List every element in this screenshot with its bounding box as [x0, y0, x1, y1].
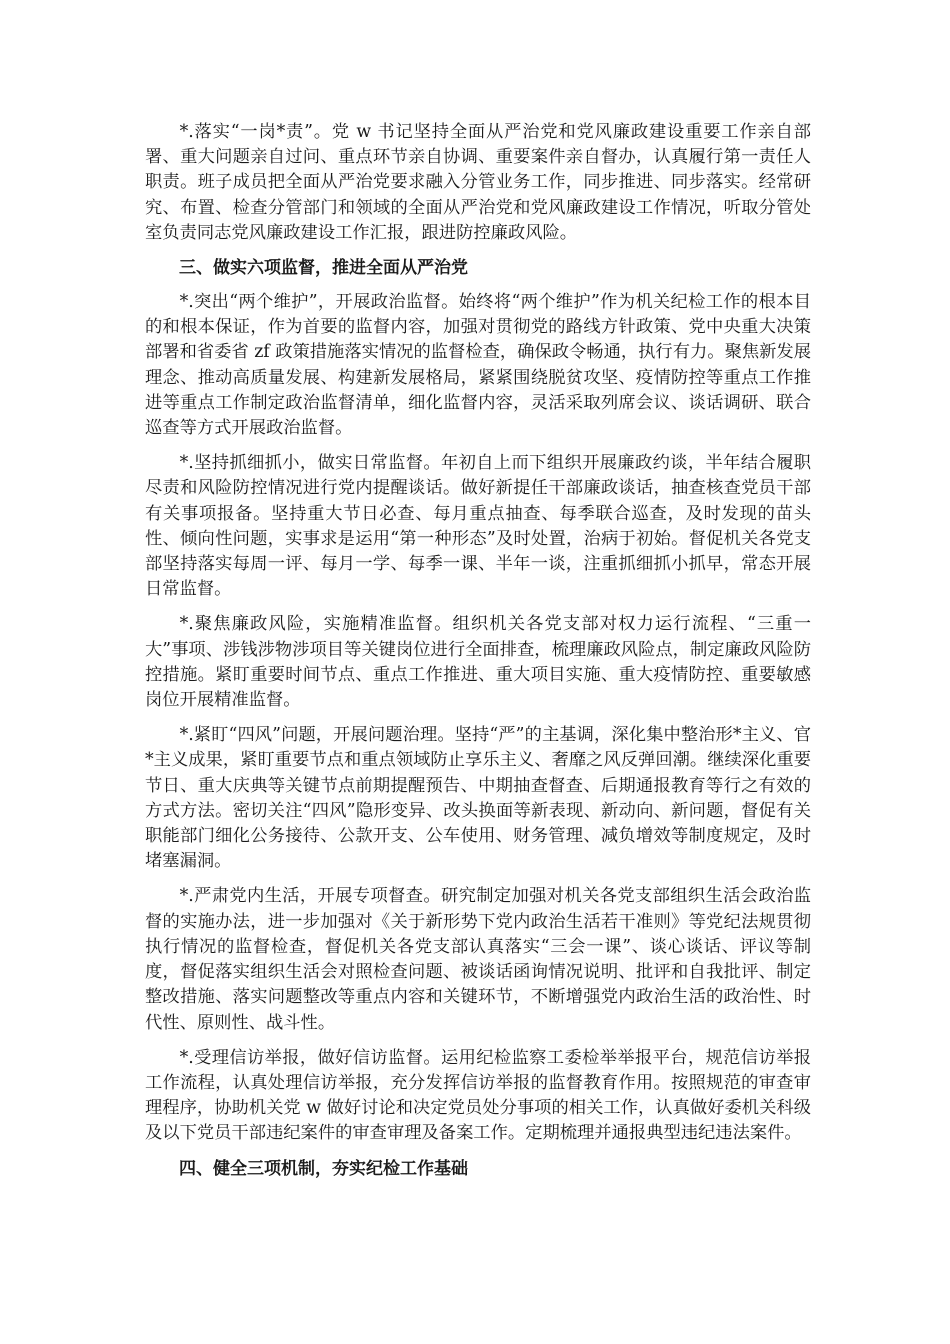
paragraph-four-winds-governance: *.紧盯“四风”问题，开展问题治理。坚持“严”的主基调，深化集中整治形*主义、官*主义成果，紧盯重要节点和重点领域防止享乐主义、奢靡之风反弹回潮。继续深化重要节日、重大庆典等关键节点前期提醒预告、中期抽查督查、后期通报教育等行之有效的方式方法。密切关注“四风”隐形变异、改头换面等新表现、新动向、新问题，督促有关职能部门细化公务接待、公款开支、公车使用、财务管理、减负增效等制度规定，及时堵塞漏洞。: [145, 725, 811, 872]
section-heading-three: 三、做实六项监督，推进全面从严治党: [179, 258, 468, 279]
paragraph-petition-supervision: *.受理信访举报，做好信访监督。运用纪检监察工委检举举报平台，规范信访举报工作流程，认真处理信访举报，充分发挥信访举报的监督教育作用。按照规范的审查审理程序，协助机关党 w 做好讨论和决定党员处分事项的相关工作，认真做好委机关科级及以下党员干部违纪案件的审查审理及备案工作。定期梳理并通报典型违纪违法案件。: [145, 1047, 811, 1144]
section-heading-four: 四、健全三项机制，夯实纪检工作基础: [179, 1158, 468, 1179]
paragraph-daily-supervision: *.坚持抓细抓小，做实日常监督。年初自上而下组织开展廉政约谈，半年结合履职尽责和风险防控情况进行党内提醒谈话。做好新提任干部廉政谈话，抽查核查党员干部有关事项报备。坚持重大节日必查、每月重点抽查、每季联合巡查，及时发现的苗头性、倾向性问题，实事求是运用“第一种形态”及时处置，治病于初始。督促机关各党支部坚持落实每周一评、每月一学、每季一课、半年一谈，注重抓细抓小抓早，常态开展日常监督。: [145, 453, 811, 600]
paragraph-one-post-two-duties: *.落实“一岗*责”。党 w 书记坚持全面从严治党和党风廉政建设重要工作亲自部署、重大问题亲自过问、重点环节亲自协调、重要案件亲自督办，认真履行第一责任人职责。班子成员把全面从严治党要求融入分管业务工作，同步推进、同步落实。经常研究、布置、检查分管部门和领域的全面从严治党和党风廉政建设工作情况，听取分管处室负责同志党风廉政建设工作汇报，跟进防控廉政风险。: [145, 122, 811, 243]
paragraph-special-inspection: *.严肃党内生活，开展专项督查。研究制定加强对机关各党支部组织生活会政治监督的实施办法，进一步加强对《关于新形势下党内政治生活若干准则》等党纪法规贯彻执行情况的监督检查，督促机关各党支部认真落实“三会一课”、谈心谈话、评议等制度，督促落实组织生活会对照检查问题、被谈话函询情况说明、批评和自我批评、制定整改措施、落实问题整改等重点内容和关键环节，不断增强党内政治生活的政治性、时代性、原则性、战斗性。: [145, 886, 811, 1033]
paragraph-precise-supervision: *.聚焦廉政风险，实施精准监督。组织机关各党支部对权力运行流程、“三重一大”事项、涉钱涉物涉项目等关键岗位进行全面排查，梳理廉政风险点，制定廉政风险防控措施。紧盯重要时间节点、重点工作推进、重大项目实施、重大疫情防控、重要敏感岗位开展精准监督。: [145, 614, 811, 711]
paragraph-political-supervision: *.突出“两个维护”，开展政治监督。始终将“两个维护”作为机关纪检工作的根本目的和根本保证，作为首要的监督内容，加强对贯彻党的路线方针政策、党中央重大决策部署和省委省 zf 政策措施落实情况的监督检查，确保政令畅通，执行有力。聚焦新发展理念、推动高质量发展、构建新发展格局，紧紧围绕脱贫攻坚、疫情防控等重点工作推进等重点工作制定政治监督清单，细化监督内容，灵活采取列席会议、谈话调研、联合巡查等方式开展政治监督。: [145, 292, 811, 439]
document-body: [145, 120, 811, 1191]
